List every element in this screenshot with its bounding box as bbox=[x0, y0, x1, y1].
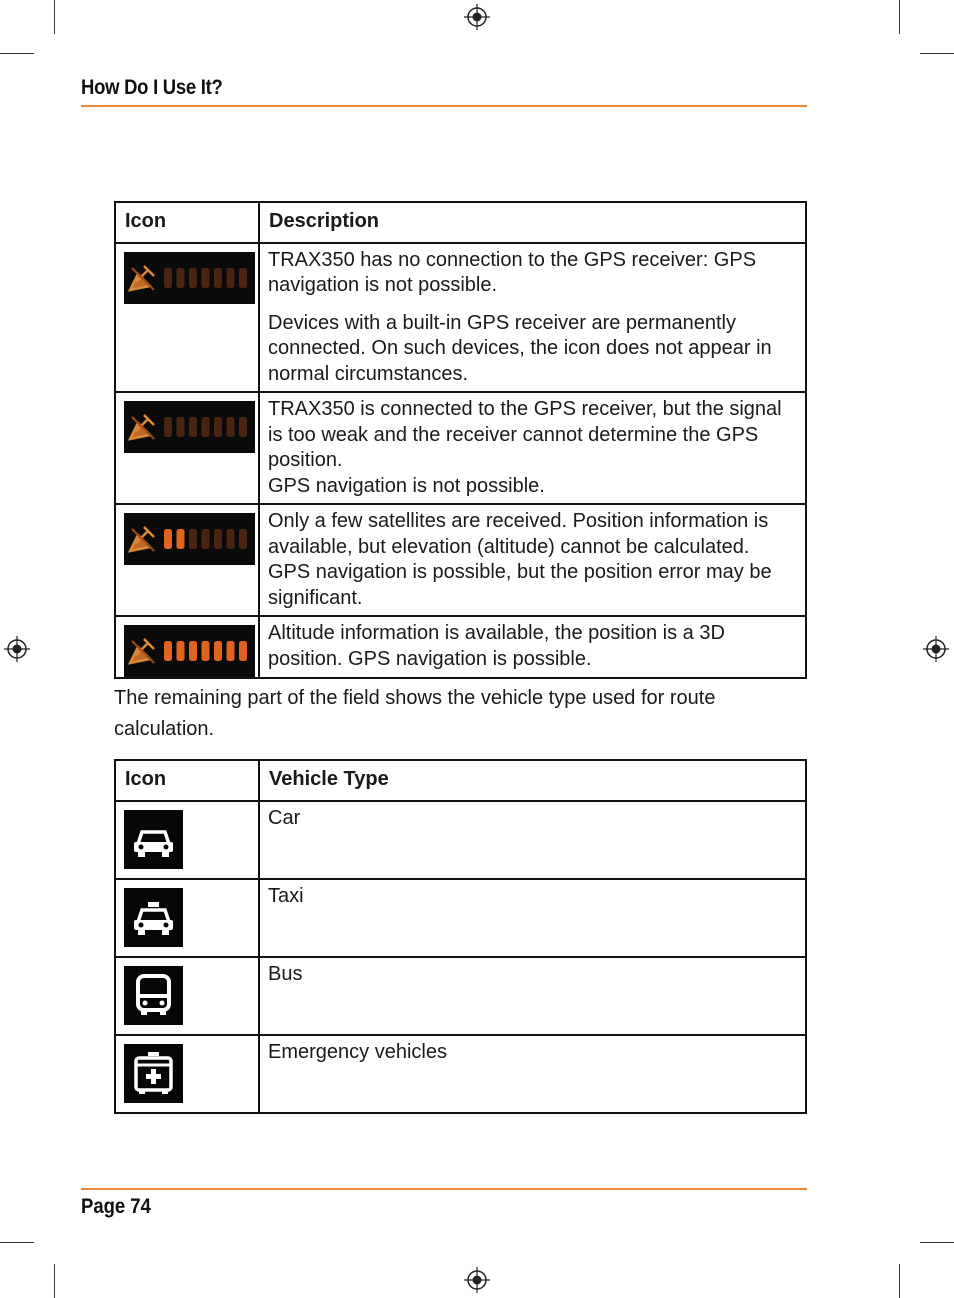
crop-mark bbox=[54, 1264, 55, 1298]
registration-mark-icon bbox=[464, 4, 490, 30]
signal-bar bbox=[214, 417, 222, 437]
table-row bbox=[115, 1035, 806, 1113]
signal-bar bbox=[177, 641, 185, 661]
description-cell bbox=[259, 504, 806, 616]
signal-bar bbox=[202, 641, 210, 661]
signal-bar bbox=[202, 417, 210, 437]
signal-bar bbox=[164, 268, 172, 288]
vehicle-type-label: Emergency vehicles bbox=[259, 1035, 806, 1113]
page-number: Page 74 bbox=[81, 1195, 151, 1218]
car-icon bbox=[124, 810, 183, 869]
vehicle-type-label: Car bbox=[259, 801, 806, 879]
column-header-icon: Icon bbox=[115, 202, 259, 243]
crop-mark bbox=[920, 1242, 954, 1243]
icon-cell bbox=[115, 504, 259, 616]
header-rule bbox=[81, 105, 807, 107]
table-row bbox=[115, 392, 806, 504]
description-paragraph: TRAX350 has no connection to the GPS receiver: GPS navigation is not possible. bbox=[268, 248, 757, 296]
signal-bar bbox=[227, 641, 235, 661]
icon-cell bbox=[115, 392, 259, 504]
description-paragraph: Only a few satellites are received. Position information is available, but elevation (altitude) cannot be calculated. GPS navigation is possible, but the position error may be significant. bbox=[268, 510, 772, 609]
signal-bar bbox=[189, 417, 197, 437]
description-cell bbox=[259, 616, 806, 678]
signal-bar bbox=[214, 529, 222, 549]
bus-icon bbox=[124, 966, 183, 1025]
crop-mark bbox=[899, 0, 900, 34]
registration-mark-icon bbox=[923, 636, 949, 662]
table-header-row bbox=[115, 760, 806, 801]
signal-bar bbox=[227, 268, 235, 288]
description-cell bbox=[259, 243, 806, 393]
column-header-icon: Icon bbox=[115, 760, 259, 801]
signal-bar bbox=[202, 268, 210, 288]
signal-bar bbox=[164, 529, 172, 549]
signal-bar bbox=[239, 417, 247, 437]
description-paragraph: TRAX350 is connected to the GPS receiver, but the signal is too weak and the receiver cannot determine the GPS position. bbox=[268, 398, 782, 471]
signal-bar bbox=[227, 417, 235, 437]
signal-bar bbox=[177, 417, 185, 437]
signal-bar bbox=[189, 268, 197, 288]
gps-status-table bbox=[114, 201, 807, 679]
crop-mark bbox=[0, 1242, 34, 1243]
vehicle-type-table bbox=[114, 759, 807, 1114]
registration-mark-icon bbox=[464, 1267, 490, 1293]
signal-bar bbox=[164, 417, 172, 437]
signal-bar bbox=[189, 641, 197, 661]
description-paragraph: Altitude information is available, the position is a 3D position. GPS navigation is possible. bbox=[268, 622, 725, 670]
signal-bar bbox=[189, 529, 197, 549]
signal-bar bbox=[164, 641, 172, 661]
table-header-row bbox=[115, 202, 806, 243]
column-header-vehicle-type: Vehicle Type bbox=[259, 760, 806, 801]
gps-no-connection-icon bbox=[124, 252, 255, 304]
icon-cell bbox=[115, 1035, 259, 1113]
crop-mark bbox=[920, 53, 954, 54]
gps-3d-position-icon bbox=[124, 625, 255, 677]
taxi-icon bbox=[124, 888, 183, 947]
signal-bar bbox=[239, 529, 247, 549]
crop-mark bbox=[54, 0, 55, 34]
description-cell bbox=[259, 392, 806, 504]
emergency-vehicle-icon bbox=[124, 1044, 183, 1103]
icon-cell bbox=[115, 801, 259, 879]
signal-bar bbox=[214, 641, 222, 661]
crop-mark bbox=[0, 53, 34, 54]
description-paragraph: Devices with a built-in GPS receiver are permanently connected. On such devices, the icon does not appear in normal circumstances. bbox=[268, 311, 772, 385]
signal-bar bbox=[202, 529, 210, 549]
crop-mark bbox=[899, 1264, 900, 1298]
gps-weak-signal-icon bbox=[124, 401, 255, 453]
page-header-title: How Do I Use It? bbox=[81, 76, 223, 99]
signal-bar bbox=[239, 268, 247, 288]
signal-bar bbox=[214, 268, 222, 288]
table-row bbox=[115, 801, 806, 879]
icon-cell bbox=[115, 616, 259, 678]
vehicle-intro-text: The remaining part of the field shows the vehicle type used for route calculation. bbox=[114, 687, 716, 740]
signal-bar bbox=[177, 529, 185, 549]
vehicle-type-label: Taxi bbox=[259, 879, 806, 957]
table-row bbox=[115, 879, 806, 957]
signal-bar bbox=[239, 641, 247, 661]
signal-bar bbox=[227, 529, 235, 549]
registration-mark-icon bbox=[4, 636, 30, 662]
icon-cell bbox=[115, 879, 259, 957]
icon-cell bbox=[115, 243, 259, 393]
signal-bar bbox=[177, 268, 185, 288]
table-row bbox=[115, 616, 806, 678]
footer-rule bbox=[81, 1188, 807, 1190]
vehicle-type-label: Bus bbox=[259, 957, 806, 1035]
description-paragraph: GPS navigation is not possible. bbox=[268, 474, 545, 497]
table-row bbox=[115, 504, 806, 616]
column-header-description: Description bbox=[259, 202, 806, 243]
icon-cell bbox=[115, 957, 259, 1035]
table-row bbox=[115, 957, 806, 1035]
gps-2d-position-icon bbox=[124, 513, 255, 565]
table-row bbox=[115, 243, 806, 393]
